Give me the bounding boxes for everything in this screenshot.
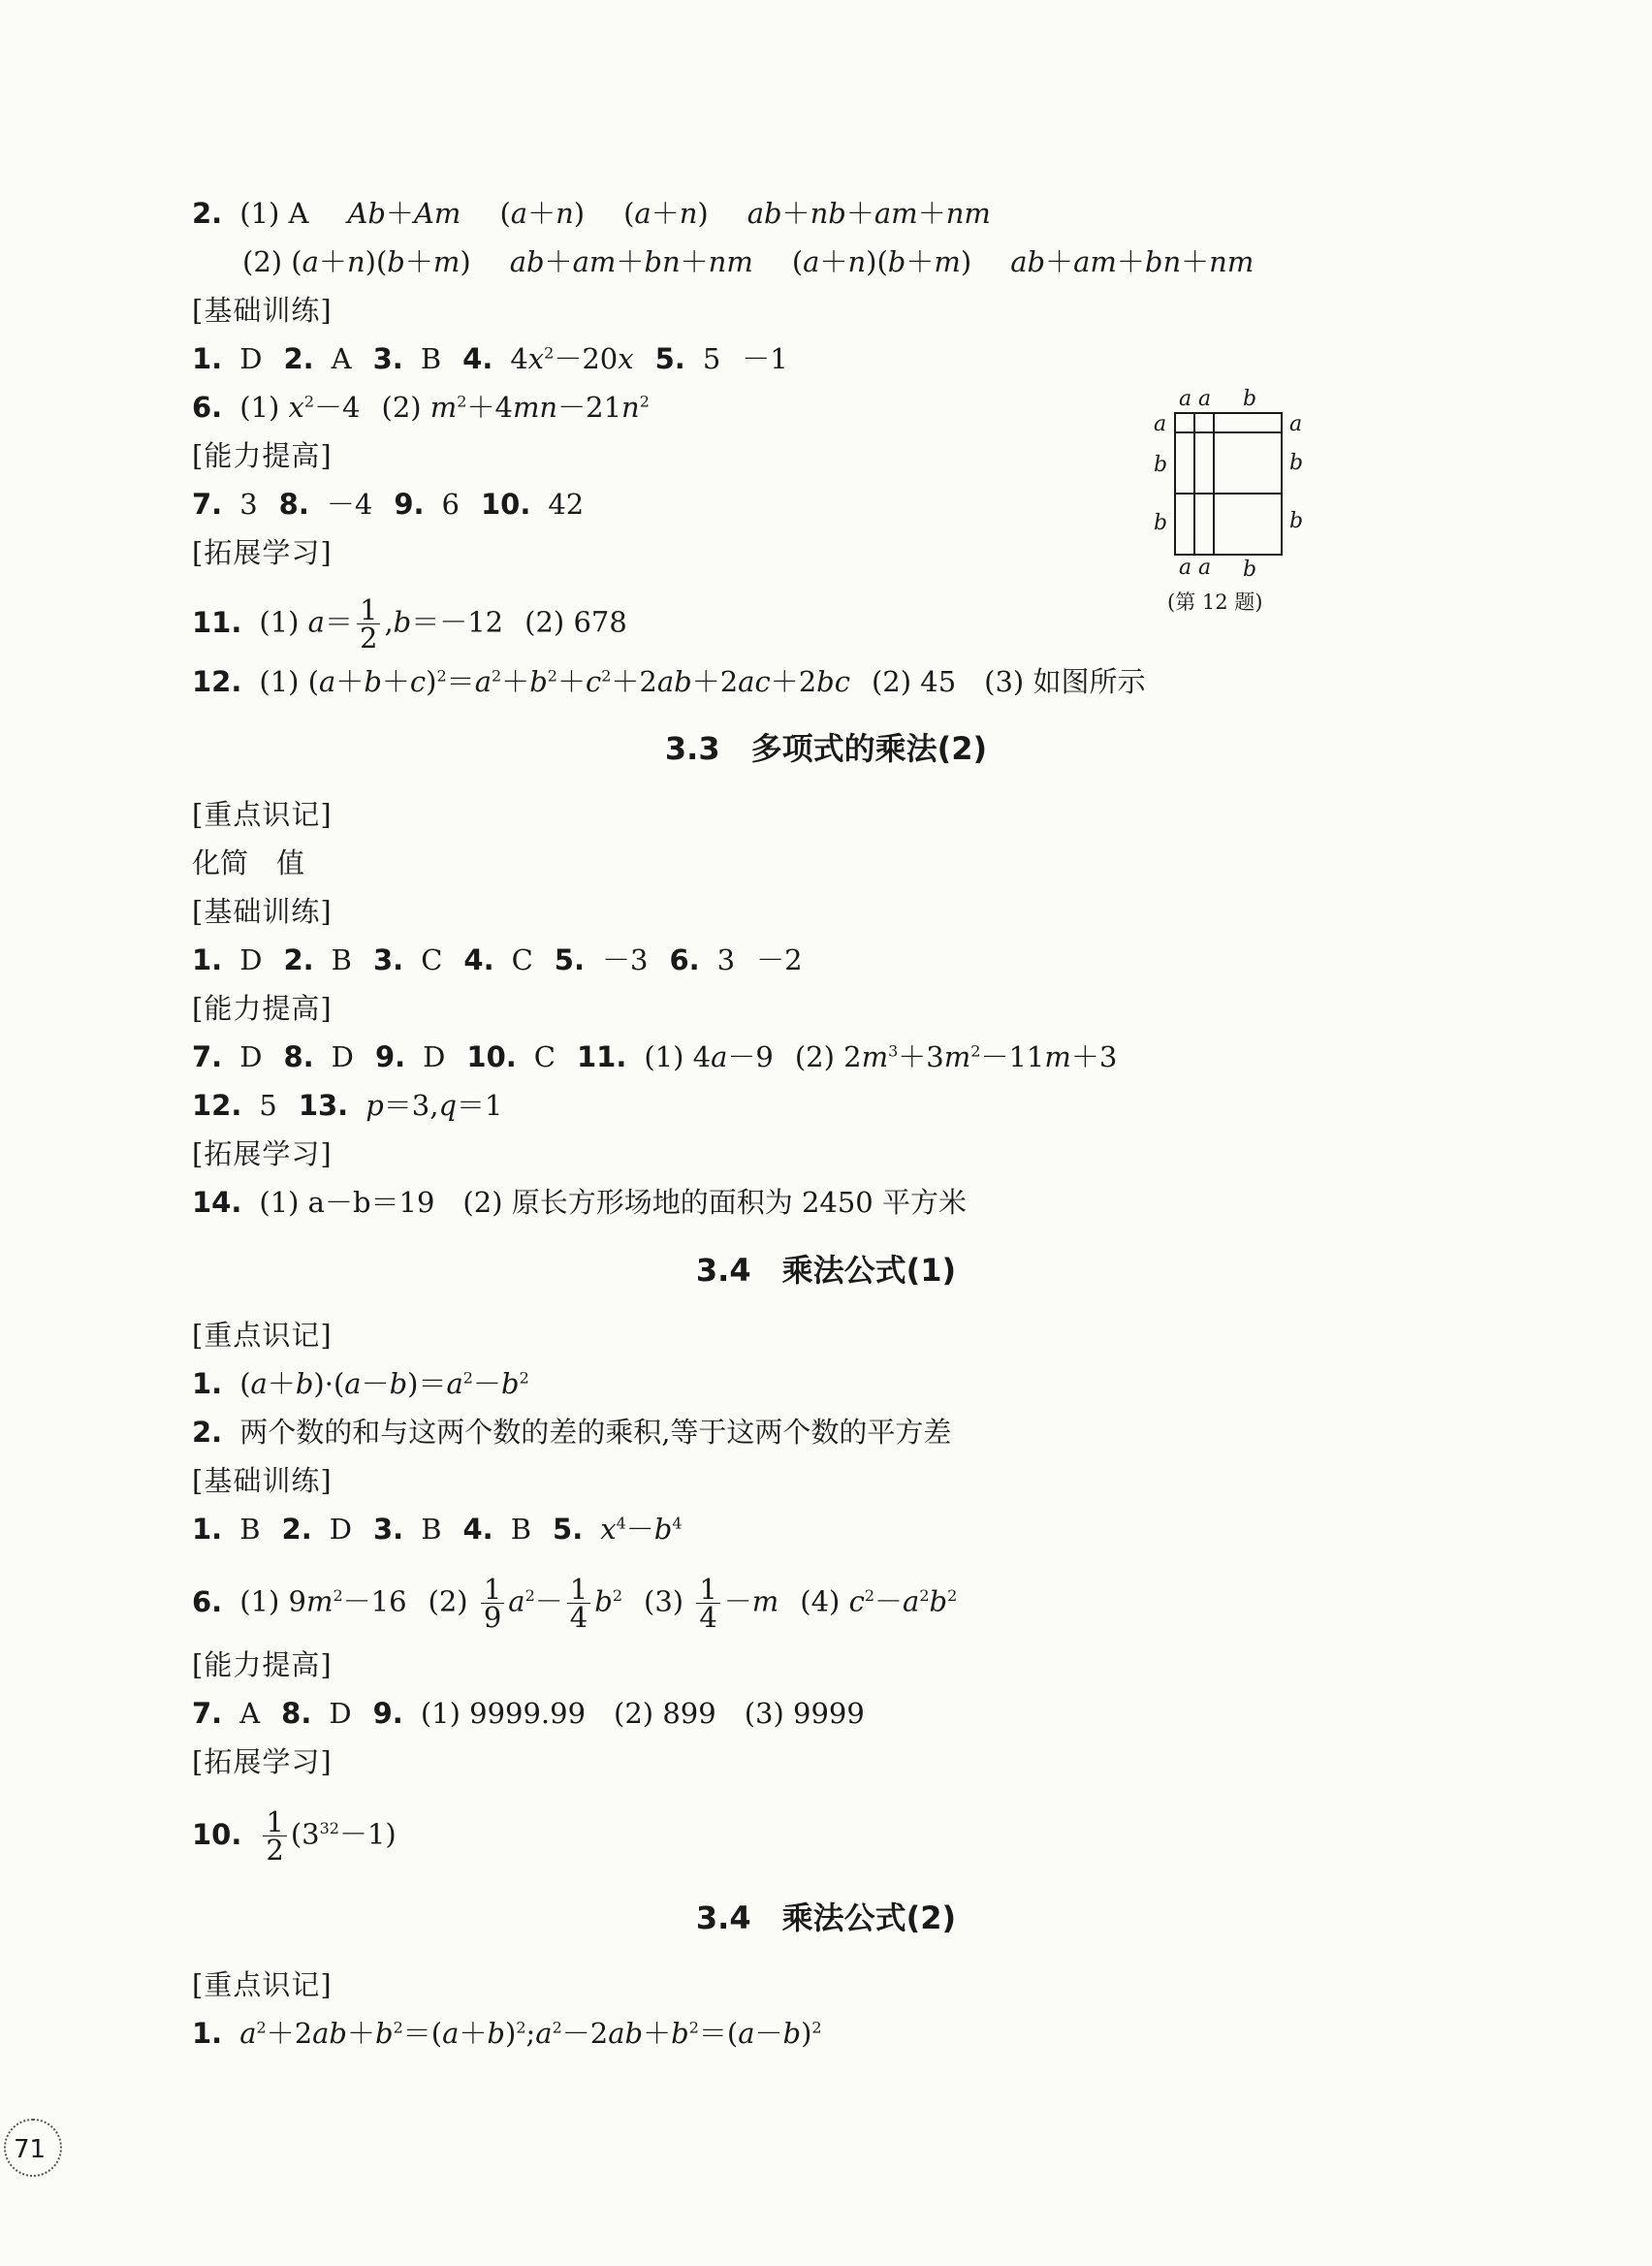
answer-line: 10. $\frac{1}{2}$ $(3^{32}-1)$ [192, 1805, 397, 1867]
answer-line: 12. 5 13. p＝3,q＝1 [192, 1089, 503, 1122]
section-label-extend: [拓展学习] [192, 1745, 333, 1778]
answer-line: 7. D 8. D 9. D 10. C 11. (1) 4a－9 (2) $2m^3+3m^2-11m+3$ [192, 1040, 1118, 1073]
section-label-extend: [拓展学习] [192, 536, 333, 569]
section-label-ability: [能力提高] [192, 992, 333, 1025]
answer-line: 1. B 2. D 3. B 4. B 5. $x^4-b^4$ [192, 1513, 683, 1546]
answer-line: 14. (1) a－b＝19 (2) 原长方形场地的面积为 2450 平方米 [192, 1186, 967, 1219]
fig-bottom-label: a [1179, 556, 1192, 580]
section-label-key: [重点识记] [192, 1968, 333, 2001]
answer-line: 7. A 8. D 9. (1) 9999.99 (2) 899 (3) 9999 [192, 1697, 865, 1730]
answer-line: 化简 值 [192, 846, 305, 879]
fig-right-label: b [1289, 451, 1304, 475]
section-label-extend: [拓展学习] [192, 1137, 333, 1170]
section-label-key: [重点识记] [192, 798, 333, 831]
section-title: 3.3 多项式的乘法(2) [664, 730, 988, 767]
answer-line: 2. (1) A Ab＋Am (a＋n) (a＋n) ab＋nb＋am＋nm [192, 197, 991, 230]
figure-caption: (第 12 题) [1167, 590, 1263, 614]
answer-line: 6. (1) $x^2-4$ (2) $m^2+4mn-21n^2$ [192, 391, 650, 424]
section-label-basic: [基础训练] [192, 895, 333, 928]
answer-line: 1. D 2. B 3. C 4. C 5. －3 6. 3 －2 [192, 943, 803, 976]
answer-line: (2) (a＋n)(b＋m) ab＋am＋bn＋nm (a＋n)(b＋m) ab＋am＋bn＋nm [242, 245, 1255, 278]
fig-bottom-label: a [1198, 556, 1212, 580]
section-label-key: [重点识记] [192, 1319, 333, 1352]
answer-line: 1. D 2. A 3. B 4. $4x^2-20x$ 5. 5 －1 [192, 342, 788, 375]
fig-left-label: a [1154, 412, 1167, 436]
page-number: 71 [4, 2119, 62, 2177]
section-label-basic: [基础训练] [192, 294, 333, 327]
section-label-ability: [能力提高] [192, 439, 333, 472]
answer-line: 2. 两个数的和与这两个数的差的乘积,等于这两个数的平方差 [192, 1416, 952, 1449]
fig-top-label: a [1179, 387, 1192, 411]
answer-line: 7. 3 8. －4 9. 6 10. 42 [192, 488, 585, 521]
fig-left-label: b [1154, 453, 1168, 477]
fig-right-label: a [1289, 412, 1303, 436]
section-title: 3.4 乘法公式(1) [695, 1252, 957, 1289]
answer-line: 12. (1) $(a+b+c)^2=a^2+b^2+c^2+2ab+2ac+2bc$ (2) 45 (3) 如图所示 [192, 665, 1146, 698]
section-label-ability: [能力提高] [192, 1648, 333, 1681]
figure-12-grid [1144, 384, 1318, 626]
answer-line: 11. (1) a＝ $\frac{1}{2}$ ,b＝－12 (2) 678 [192, 593, 627, 654]
fig-top-label: b [1243, 387, 1257, 411]
fig-bottom-label: b [1243, 558, 1257, 582]
fig-left-label: b [1154, 511, 1168, 535]
answer-line: 6. (1) $9m^2-16$ (2) $\frac{1}{9}$ $a^2-$ $\frac{1}{4}$ $b^2$ (3) $\frac{1}{4}$ －m (4) $c^2-a^2b^2$ [192, 1573, 958, 1634]
section-label-basic: [基础训练] [192, 1464, 333, 1497]
section-title: 3.4 乘法公式(2) [695, 1899, 957, 1936]
answer-line: 1. $a^2+2ab+b^2=(a+b)^2;a^2-2ab+b^2=(a-b)^2$ [192, 2017, 822, 2050]
answer-line: 1. $(a+b)\cdot(a-b)=a^2-b^2$ [192, 1367, 529, 1400]
fig-top-label: a [1198, 387, 1212, 411]
fig-right-label: b [1289, 509, 1304, 533]
